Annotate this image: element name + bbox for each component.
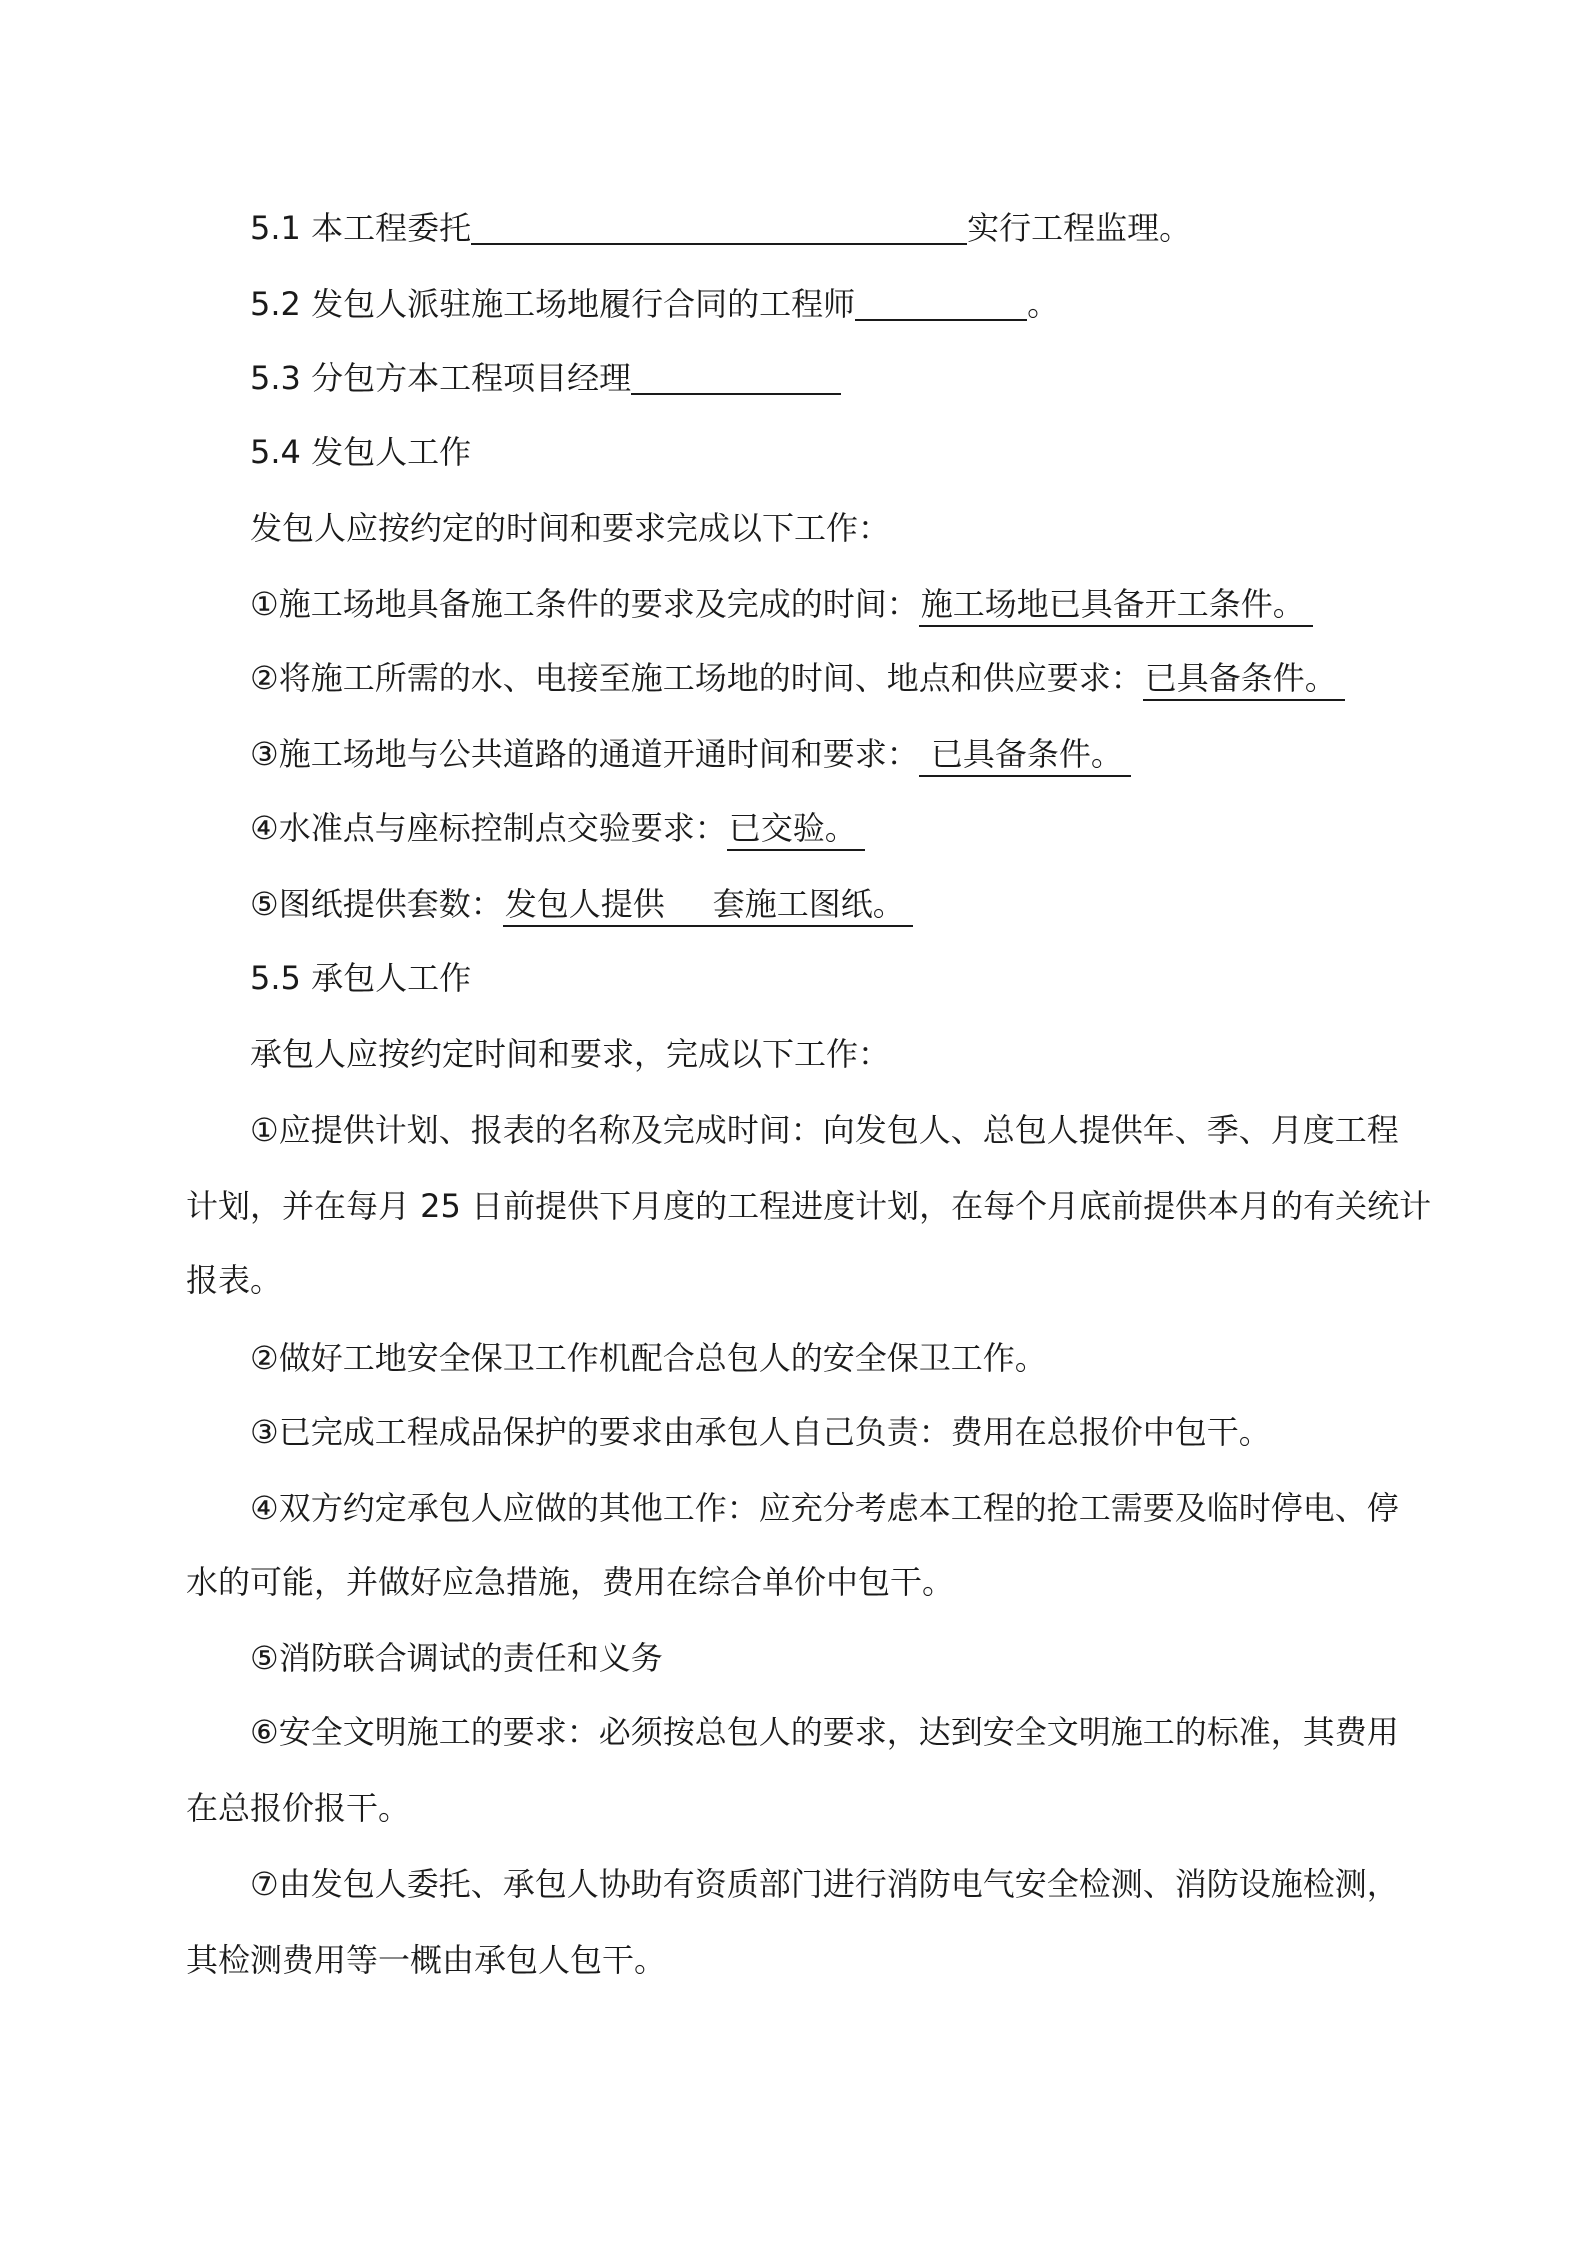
clause-5-3-label: 5.3 分包方本工程项目经理 (250, 359, 632, 397)
clause-5-2-label: 5.2 发包人派驻施工场地履行合同的工程师 (250, 285, 856, 323)
contractor-line: 其检测费用等一概由承包人包干。 (186, 1941, 667, 1979)
employer-item: ④水准点与座标控制点交验要求：已交验。 (250, 806, 865, 850)
contractor-line: 水的可能，并做好应急措施，费用在综合单价中包干。 (186, 1563, 955, 1601)
filled-answer: 施工场地已具备开工条件。 (919, 585, 1313, 627)
section-heading-5-5: 5.5 承包人工作 (250, 959, 472, 997)
filled-answer: 已交验。 (727, 809, 865, 851)
clause-5-1-blank (471, 207, 967, 245)
contractor-line: 在总报价报干。 (186, 1789, 411, 1827)
contractor-line: ⑦由发包人委托、承包人协助有资质部门进行消防电气安全检测、消防设施检测， (250, 1865, 1399, 1903)
clause-5-2-suffix: 。 (1027, 285, 1060, 323)
contractor-line: ⑥安全文明施工的要求：必须按总包人的要求，达到安全文明施工的标准，其费用 (250, 1713, 1399, 1751)
contractor-line: 报表。 (186, 1261, 283, 1299)
contractor-line: ②做好工地安全保卫工作机配合总包人的安全保卫工作。 (250, 1339, 1047, 1377)
clause-5-2 (250, 282, 1059, 326)
employer-item: ②将施工所需的水、电接至施工场地的时间、地点和供应要求：已具备条件。 (250, 656, 1345, 700)
filled-answer: 已具备条件。 (1143, 659, 1345, 701)
filled-answer: 发包人提供 套施工图纸。 (503, 885, 913, 927)
contractor-line: ③已完成工程成品保护的要求由承包人自己负责：费用在总报价中包干。 (250, 1413, 1271, 1451)
contractor-line: ④双方约定承包人应做的其他工作：应充分考虑本工程的抢工需要及临时停电、停 (250, 1489, 1399, 1527)
contractor-line: ⑤消防联合调试的责任和义务 (250, 1639, 663, 1677)
contractor-line: ①应提供计划、报表的名称及完成时间：向发包人、总包人提供年、季、月度工程 (250, 1111, 1399, 1149)
section-intro-5-4: 发包人应按约定的时间和要求完成以下工作： (250, 509, 891, 547)
section-intro-5-5: 承包人应按约定时间和要求，完成以下工作： (250, 1035, 891, 1073)
employer-item: ③施工场地与公共道路的通道开通时间和要求： 已具备条件。 (250, 732, 1131, 776)
clause-5-1-suffix: 实行工程监理。 (967, 209, 1192, 247)
employer-item: ⑤图纸提供套数：发包人提供 套施工图纸。 (250, 882, 913, 926)
clause-5-1 (250, 206, 1191, 250)
contractor-line: 计划，并在每月 25 日前提供下月度的工程进度计划，在每个月底前提供本月的有关统计 (186, 1187, 1432, 1225)
clause-5-1-label: 5.1 本工程委托 (250, 209, 472, 247)
filled-answer: 已具备条件。 (919, 735, 1131, 777)
clause-5-3-blank (631, 357, 841, 395)
clause-5-3 (250, 356, 841, 400)
employer-item: ①施工场地具备施工条件的要求及完成的时间：施工场地已具备开工条件。 (250, 582, 1313, 626)
section-heading-5-4: 5.4 发包人工作 (250, 433, 472, 471)
clause-5-2-blank (855, 283, 1027, 321)
